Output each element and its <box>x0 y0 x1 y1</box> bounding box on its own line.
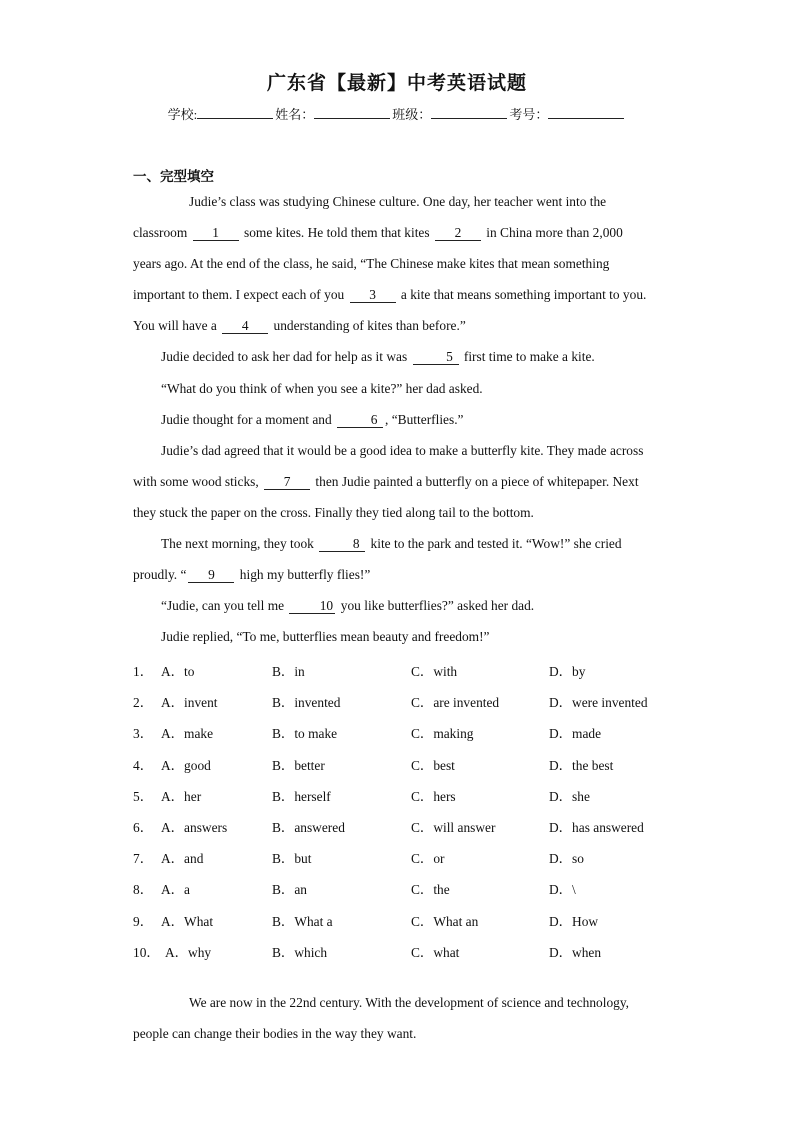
page-title: 广东省【最新】中考英语试题 <box>266 72 527 94</box>
option-a[interactable]: A．make <box>161 726 214 742</box>
passage-line <box>133 497 668 528</box>
question-number: 8． <box>133 882 154 898</box>
passage-text: Judie decided to ask her dad for help as it was <box>161 349 411 365</box>
passage-text: high my butterfly flies!” <box>236 567 371 583</box>
question-row <box>133 653 693 684</box>
question-number: 6． <box>133 819 154 835</box>
passage-text: understanding of kites than before.” <box>270 318 466 334</box>
passage-text: first time to make a kite. <box>460 349 595 365</box>
passage-text: Judie’s class was studying Chinese culture. One day, her teacher went into the <box>189 194 607 209</box>
blank-10[interactable]: 10 <box>289 598 335 614</box>
option-d[interactable]: D．made <box>549 726 602 742</box>
passage-line <box>133 559 668 590</box>
passage-text: then Judie painted a butterfly on a piece of whitepaper. Next <box>312 473 639 489</box>
blank-4[interactable]: 4 <box>222 318 268 334</box>
passage-text: Judie thought for a moment and <box>161 411 336 427</box>
question-row <box>133 684 693 715</box>
passage-line <box>133 279 668 310</box>
option-d[interactable]: D．were invented <box>549 695 648 711</box>
question-number: 5． <box>133 788 154 804</box>
passage-line <box>133 310 668 341</box>
passage-line: people can change their bodies in the way they want. <box>133 1026 417 1042</box>
passage-text: kite to the park and tested it. “Wow!” she cried <box>367 536 622 552</box>
question-number: 4． <box>133 757 154 773</box>
option-a[interactable]: A．invent <box>161 695 218 711</box>
option-c[interactable]: C．making <box>411 726 474 742</box>
blank-5[interactable]: 5 <box>413 349 459 365</box>
option-a[interactable]: A．to <box>161 664 195 679</box>
name-label: 姓名： <box>275 107 315 122</box>
option-c[interactable]: C．the <box>411 882 450 898</box>
option-d[interactable]: D．\ <box>549 882 576 898</box>
class-label: 班级： <box>392 107 432 122</box>
option-d[interactable]: D．so <box>549 851 584 867</box>
passage-text: in China more than 2,000 <box>482 225 623 241</box>
answer-options <box>133 653 693 965</box>
question-row <box>133 747 693 778</box>
passage-line <box>133 590 668 621</box>
passage-text: You will have a <box>133 318 221 334</box>
option-d[interactable]: D．when <box>549 944 602 960</box>
question-row <box>133 715 693 746</box>
passage-line <box>133 248 668 279</box>
option-a[interactable]: A．and <box>161 851 204 867</box>
passage-text: you like butterflies?” asked her dad. <box>337 598 535 614</box>
student-info-line <box>0 104 794 123</box>
option-a[interactable]: A．why <box>165 944 212 960</box>
blank-6[interactable]: 6 <box>337 412 383 428</box>
school-label: 学校: <box>167 107 198 122</box>
passage-line <box>133 217 668 248</box>
option-b[interactable]: B．in <box>272 664 305 679</box>
cloze-passage <box>133 186 668 652</box>
passage-text: proudly. “ <box>133 567 187 583</box>
option-a[interactable]: A．her <box>161 788 202 804</box>
option-b[interactable]: B．an <box>272 882 307 898</box>
option-b[interactable]: B．but <box>272 851 312 867</box>
question-row <box>133 809 693 840</box>
blank-1[interactable]: 1 <box>193 225 239 241</box>
option-c[interactable]: C．What an <box>411 913 479 929</box>
blank-7[interactable]: 7 <box>264 474 310 490</box>
question-row <box>133 778 693 809</box>
option-d[interactable]: D．she <box>549 788 590 804</box>
passage-line <box>133 341 668 372</box>
option-d[interactable]: D．the best <box>549 757 614 773</box>
passage-text: a kite that means something important to you. <box>397 287 647 303</box>
class-blank[interactable] <box>431 106 507 119</box>
option-b[interactable]: B．herself <box>272 788 331 804</box>
question-row <box>133 934 693 965</box>
question-number: 1． <box>133 664 154 679</box>
option-a[interactable]: A．answers <box>161 819 228 835</box>
option-c[interactable]: C．or <box>411 851 445 867</box>
option-d[interactable]: D．has answered <box>549 819 644 835</box>
option-a[interactable]: A．What <box>161 913 214 929</box>
passage-line: We are now in the 22nd century. With the development of science and technology, <box>189 995 630 1010</box>
passage-text: “What do you think of when you see a kite?” her dad asked. <box>161 380 483 396</box>
passage-text: years ago. At the end of the class, he said, “The Chinese make kites that mean something <box>133 256 610 272</box>
section-heading: 一、完型填空 <box>133 169 214 185</box>
option-d[interactable]: D．by <box>549 664 586 679</box>
passage-text: The next morning, they took <box>161 536 318 552</box>
option-b[interactable]: B．invented <box>272 695 341 711</box>
school-blank[interactable] <box>197 106 273 119</box>
option-c[interactable]: C．will answer <box>411 819 496 835</box>
question-number: 10． <box>133 944 160 960</box>
passage-line <box>133 435 668 466</box>
passage-line <box>133 186 668 217</box>
blank-2[interactable]: 2 <box>435 225 481 241</box>
option-a[interactable]: A．a <box>161 882 191 898</box>
option-a[interactable]: A．good <box>161 757 211 773</box>
option-c[interactable]: C．with <box>411 664 458 679</box>
passage-line <box>133 466 668 497</box>
option-c[interactable]: C．are invented <box>411 695 500 711</box>
option-b[interactable]: B．which <box>272 944 328 960</box>
option-c[interactable]: C．best <box>411 757 455 773</box>
passage-text: some kites. He told them that kites <box>240 225 433 241</box>
question-number: 9． <box>133 913 154 929</box>
blank-8[interactable]: 8 <box>319 536 365 552</box>
passage-line <box>133 528 668 559</box>
question-row <box>133 871 693 902</box>
number-blank[interactable] <box>548 106 624 119</box>
option-d[interactable]: D．How <box>549 913 599 929</box>
option-b[interactable]: B．to make <box>272 726 338 742</box>
option-c[interactable]: C．hers <box>411 788 456 804</box>
passage-text: , “Butterflies.” <box>385 411 464 427</box>
question-number: 2． <box>133 695 154 711</box>
option-c[interactable]: C．what <box>411 944 460 960</box>
number-label: 考号： <box>509 107 549 122</box>
option-b[interactable]: B．answered <box>272 819 345 835</box>
passage-line <box>133 404 668 435</box>
reading-passage <box>133 987 668 1049</box>
passage-line <box>133 373 668 404</box>
passage-text: classroom <box>133 225 191 241</box>
passage-text: important to them. I expect each of you <box>133 287 348 303</box>
blank-9[interactable]: 9 <box>188 567 234 583</box>
question-row <box>133 903 693 934</box>
passage-text: Judie’s dad agreed that it would be a good idea to make a butterfly kite. They made across <box>161 442 644 458</box>
passage-text: Judie replied, “To me, butterflies mean beauty and freedom!” <box>161 629 490 645</box>
passage-text: they stuck the paper on the cross. Finally they tied along tail to the bottom. <box>133 504 534 520</box>
question-number: 3． <box>133 726 154 742</box>
name-blank[interactable] <box>314 106 390 119</box>
blank-3[interactable]: 3 <box>350 287 396 303</box>
passage-text: “Judie, can you tell me <box>161 598 288 614</box>
question-number: 7． <box>133 851 154 867</box>
passage-line <box>133 621 668 652</box>
question-row <box>133 840 693 871</box>
option-b[interactable]: B．What a <box>272 913 333 929</box>
option-b[interactable]: B．better <box>272 757 325 773</box>
passage-text: with some wood sticks, <box>133 473 263 489</box>
